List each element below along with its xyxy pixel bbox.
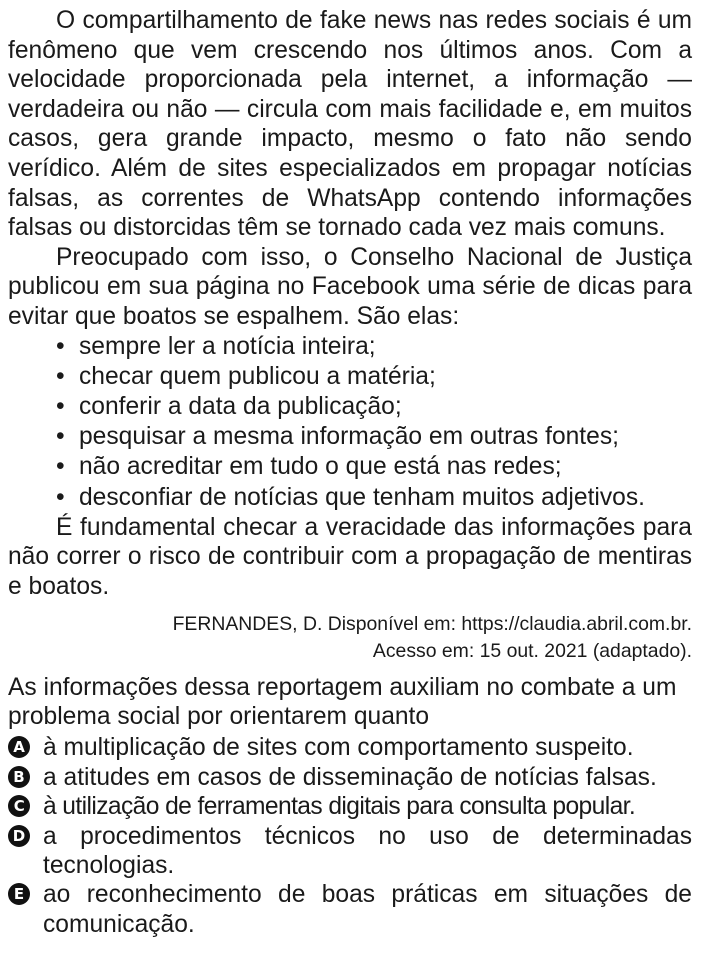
list-item (56, 422, 692, 452)
source-citation (8, 611, 692, 666)
option-a[interactable] (8, 733, 692, 762)
option-d-text: a procedimentos técnicos no uso de determinadas tecnologias. (43, 822, 692, 879)
tip-text: sempre ler a notícia inteira; (79, 332, 376, 360)
option-c-text: à utilização de ferramentas digitais para consulta popular. (43, 793, 636, 821)
option-a-letter-icon: A (8, 736, 30, 758)
tip-text: pesquisar a mesma informação em outras fontes; (79, 423, 619, 451)
option-b[interactable] (8, 763, 692, 792)
bullet-icon: • (56, 453, 65, 481)
bullet-icon: • (56, 362, 65, 390)
option-d[interactable] (8, 822, 692, 881)
option-d-letter-icon: D (8, 825, 30, 847)
bullet-icon: • (56, 483, 65, 511)
paragraph-intro: O compartilhamento de fake news nas redes sociais é um fenômeno que vem crescendo nos últimos anos. Com a velocidade proporcionada pela internet, a informação — verdadeira ou não — circula com mais facilidade e, em muitos casos, gera grande impacto, mesmo o fato não sendo verídico. Além de sites especializados em propagar notícias falsas, as correntes de WhatsApp contendo informações falsas ou distorcidas têm se tornado cada vez mais comuns. (8, 7, 692, 242)
paragraph-conclusion: É fundamental checar a veracidade das informações para não correr o risco de contribuir com a propagação de mentiras e boatos. (8, 513, 692, 600)
citation-line-1: FERNANDES, D. Disponível em: https://claudia.abril.com.br. (172, 612, 692, 635)
citation-line-2: Acesso em: 15 out. 2021 (adaptado). (372, 639, 692, 662)
exam-question (8, 6, 692, 939)
list-item (56, 362, 692, 392)
tips-list (56, 332, 692, 513)
option-c[interactable] (8, 792, 692, 821)
tip-text: checar quem publicou a matéria; (79, 362, 436, 390)
tip-text: conferir a data da publicação; (79, 392, 402, 420)
option-e[interactable] (8, 880, 692, 939)
option-b-text: a atitudes em casos de disseminação de notícias falsas. (43, 763, 657, 791)
question-stem: As informações dessa reportagem auxiliam no combate a um problema social por orientarem quanto (8, 674, 677, 731)
bullet-icon: • (56, 332, 65, 360)
bullet-icon: • (56, 423, 65, 451)
tip-text: desconfiar de notícias que tenham muitos adjetivos. (79, 483, 645, 511)
paragraph-cnj: Preocupado com isso, o Conselho Nacional de Justiça publicou em sua página no Facebook uma série de dicas para evitar que boatos se espalhem. São elas: (8, 243, 692, 330)
option-e-letter-icon: E (8, 883, 30, 905)
list-item (56, 483, 692, 513)
option-b-letter-icon: B (8, 766, 30, 788)
list-item (56, 332, 692, 362)
option-c-letter-icon: C (8, 795, 30, 817)
option-e-text: ao reconhecimento de boas práticas em situações de comunicação. (43, 881, 692, 938)
tip-text: não acreditar em tudo o que está nas redes; (79, 453, 562, 481)
list-item (56, 452, 692, 482)
list-item (56, 392, 692, 422)
bullet-icon: • (56, 392, 65, 420)
option-a-text: à multiplicação de sites com comportamento suspeito. (43, 734, 634, 762)
